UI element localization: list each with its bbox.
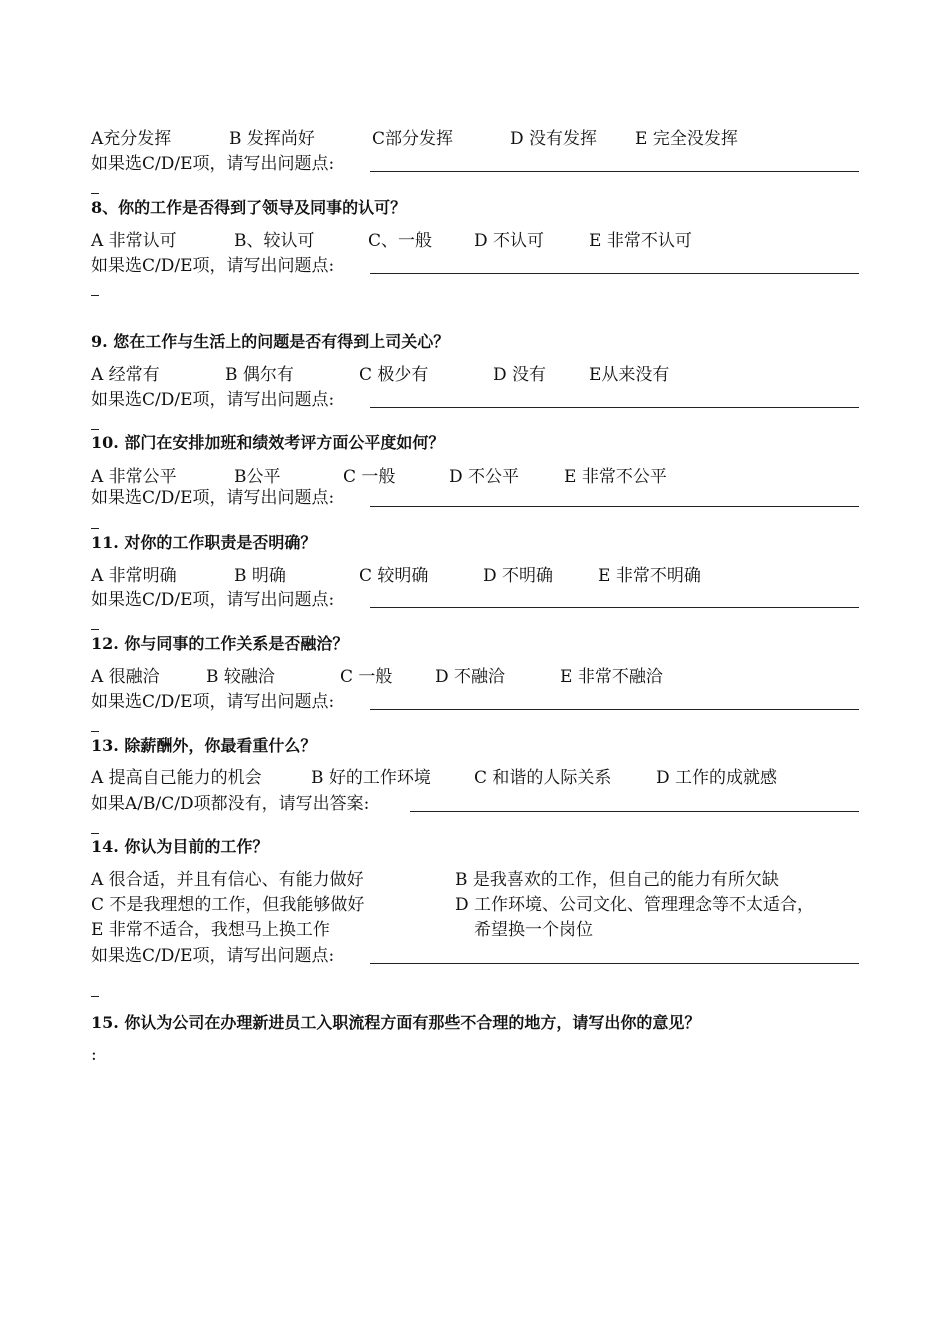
q12-option-a[interactable]: A 很融洽	[91, 667, 160, 687]
q9-option-b[interactable]: B 偶尔有	[225, 365, 294, 385]
q11-option-c[interactable]: C 较明确	[359, 566, 429, 586]
q7-option-b[interactable]: B 发挥尚好	[229, 129, 315, 149]
q9-option-d[interactable]: D 没有	[493, 365, 547, 385]
q7-answer-continuation	[91, 193, 99, 194]
q10-option-c[interactable]: C 一般	[343, 467, 396, 487]
q14-title: 14. 你认为目前的工作？	[91, 837, 269, 856]
q9-option-c[interactable]: C 极少有	[359, 365, 429, 385]
q12-option-e[interactable]: E 非常不融洽	[560, 667, 663, 687]
q14-option-c[interactable]: C 不是我理想的工作，但我能够做好	[91, 895, 365, 915]
q14-option-b[interactable]: B 是我喜欢的工作，但自己的能力有所欠缺	[455, 870, 779, 890]
q13-answer-continuation	[91, 833, 99, 834]
q8-problem-prompt: 如果选C/D/E项，请写出问题点:	[91, 256, 335, 276]
q8-title: 8、你的工作是否得到了领导及同事的认可？	[91, 198, 407, 217]
q12-option-c[interactable]: C 一般	[340, 667, 393, 687]
q14-option-d[interactable]: D 工作环境、公司文化、管理理念等不太适合，	[455, 895, 815, 915]
q13-option-c[interactable]: C 和谐的人际关系	[474, 768, 612, 788]
q13-option-b[interactable]: B 好的工作环境	[311, 768, 431, 788]
q8-answer-line[interactable]	[370, 273, 859, 274]
q12-option-d[interactable]: D 不融洽	[435, 667, 506, 687]
q8-option-a[interactable]: A 非常认可	[91, 231, 177, 251]
q13-answer-line[interactable]	[410, 811, 859, 812]
q11-title: 11. 对你的工作职责是否明确？	[91, 533, 317, 552]
q11-answer-line[interactable]	[370, 607, 859, 608]
q9-answer-continuation	[91, 429, 99, 430]
q13-answer-prompt: 如果A/B/C/D项都没有，请写出答案:	[91, 794, 370, 814]
q8-option-d[interactable]: D 不认可	[474, 231, 545, 251]
q7-option-c[interactable]: C部分发挥	[372, 129, 454, 149]
q10-title: 10. 部门在安排加班和绩效考评方面公平度如何？	[91, 433, 445, 452]
q10-answer-line[interactable]	[370, 506, 859, 507]
q10-option-d[interactable]: D 不公平	[449, 467, 520, 487]
q15-answer-marker[interactable]: :	[91, 1045, 97, 1065]
q10-option-e[interactable]: E 非常不公平	[564, 467, 667, 487]
q12-answer-line[interactable]	[370, 709, 859, 710]
q9-answer-line[interactable]	[370, 407, 859, 408]
q15-title: 15. 你认为公司在办理新进员工入职流程方面有那些不合理的地方，请写出你的意见？	[91, 1013, 701, 1032]
q7-problem-prompt: 如果选C/D/E项，请写出问题点:	[91, 154, 335, 174]
q7-answer-line[interactable]	[370, 171, 859, 172]
q12-answer-continuation	[91, 731, 99, 732]
q8-option-c[interactable]: C、一般	[368, 231, 433, 251]
q14-answer-line[interactable]	[370, 963, 859, 964]
q11-problem-prompt: 如果选C/D/E项，请写出问题点:	[91, 590, 335, 610]
q12-problem-prompt: 如果选C/D/E项，请写出问题点:	[91, 692, 335, 712]
q10-option-b[interactable]: B公平	[234, 467, 281, 487]
q9-title: 9. 您在工作与生活上的问题是否有得到上司关心？	[91, 332, 450, 351]
q8-option-e[interactable]: E 非常不认可	[589, 231, 692, 251]
q7-option-e[interactable]: E 完全没发挥	[635, 129, 738, 149]
q11-answer-continuation	[91, 629, 99, 630]
q8-answer-continuation	[91, 295, 99, 296]
q7-option-a[interactable]: A充分发挥	[91, 129, 172, 149]
q13-option-a[interactable]: A 提高自己能力的机会	[91, 768, 262, 788]
q10-answer-continuation	[91, 528, 99, 529]
q14-problem-prompt: 如果选C/D/E项，请写出问题点:	[91, 946, 335, 966]
q12-option-b[interactable]: B 较融洽	[206, 667, 275, 687]
q12-title: 12. 你与同事的工作关系是否融洽？	[91, 634, 349, 653]
q11-option-a[interactable]: A 非常明确	[91, 566, 177, 586]
q14-option-d-continued: 希望换一个岗位	[474, 920, 593, 940]
q9-option-e[interactable]: E从来没有	[589, 365, 670, 385]
q8-option-b[interactable]: B、较认可	[234, 231, 315, 251]
q10-problem-prompt: 如果选C/D/E项，请写出问题点:	[91, 488, 335, 508]
q9-option-a[interactable]: A 经常有	[91, 365, 160, 385]
q11-option-e[interactable]: E 非常不明确	[598, 566, 701, 586]
q13-title: 13. 除薪酬外，你最看重什么？	[91, 736, 317, 755]
q9-problem-prompt: 如果选C/D/E项，请写出问题点:	[91, 390, 335, 410]
q11-option-d[interactable]: D 不明确	[483, 566, 554, 586]
q11-option-b[interactable]: B 明确	[234, 566, 286, 586]
q14-answer-continuation	[91, 996, 99, 997]
q7-option-d[interactable]: D 没有发挥	[510, 129, 598, 149]
q10-option-a[interactable]: A 非常公平	[91, 467, 177, 487]
q14-option-e[interactable]: E 非常不适合，我想马上换工作	[91, 920, 330, 940]
q13-option-d[interactable]: D 工作的成就感	[656, 768, 778, 788]
q14-option-a[interactable]: A 很合适，并且有信心、有能力做好	[91, 870, 364, 890]
